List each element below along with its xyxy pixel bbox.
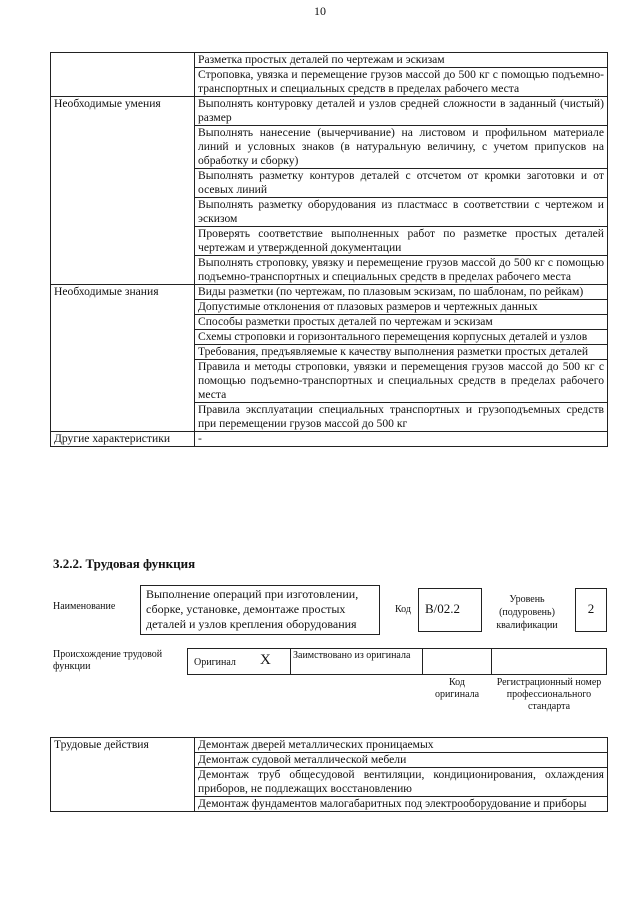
row-description: Выполнять строповку, увязку и перемещение грузов массой до 500 кг с помощью подъемно-транспортных и специальных средств в пределах рабочего места <box>195 256 608 285</box>
row-label <box>51 256 195 285</box>
borrowed-cell <box>290 649 423 674</box>
row-description: Разметка простых деталей по чертежам и эскизам <box>195 53 608 68</box>
table-row <box>51 300 608 315</box>
table-row <box>51 169 608 198</box>
row-label <box>51 330 195 345</box>
row-description: Выполнять нанесение (вычерчивание) на листовом и профильном материале линий и условных знаков (в натуральную величину, с учетом припусков на обработку и сборку) <box>195 126 608 169</box>
row-label <box>51 403 195 432</box>
table-row <box>51 432 608 447</box>
row-label <box>51 68 195 97</box>
action-item: Демонтаж труб общесудовой вентиляции, кондиционирования, охлаждения приборов, не подлежащих восстановлению <box>195 768 608 797</box>
function-code-box: В/02.2 <box>418 588 482 632</box>
code-original-caption: Код оригинала <box>434 677 480 700</box>
row-label <box>51 169 195 198</box>
row-description: Правила и методы строповки, увязки и перемещения грузов массой до 500 кг с помощью подъемно-транспортных и специальных средств в пределах рабочего места <box>195 360 608 403</box>
row-description: Выполнять разметку оборудования из пластмасс в соответствии с чертежом и эскизом <box>195 198 608 227</box>
function-name-box: Выполнение операций при изготовлении, сборке, установке, демонтаже простых деталей и узлов крепления оборудования <box>140 585 380 635</box>
action-item: Демонтаж дверей металлических проницаемых <box>195 738 608 753</box>
row-label: Необходимые знания <box>51 285 195 300</box>
row-description: Схемы строповки и горизонтального перемещения корпусных деталей и узлов <box>195 330 608 345</box>
row-label <box>51 126 195 169</box>
row-label: Другие характеристики <box>51 432 195 447</box>
row-label <box>51 53 195 68</box>
table-row <box>51 738 608 753</box>
level-label: Уровень (подуровень) квалификации <box>496 594 558 631</box>
action-item: Демонтаж фундаментов малогабаритных под электрооборудование и приборы <box>195 797 608 812</box>
row-label: Необходимые умения <box>51 97 195 126</box>
original-cell <box>188 649 291 674</box>
section-title: 3.2.2. Трудовая функция <box>53 556 196 571</box>
row-description: - <box>195 432 608 447</box>
table-row <box>51 126 608 169</box>
table-row <box>51 97 608 126</box>
requirements-table <box>50 52 608 447</box>
original-code-cell <box>422 649 492 674</box>
row-label <box>51 360 195 403</box>
table-row <box>51 285 608 300</box>
table-row <box>51 68 608 97</box>
table-row <box>51 227 608 256</box>
row-description: Способы разметки простых деталей по чертежам и эскизам <box>195 315 608 330</box>
actions-table <box>50 737 608 812</box>
actions-label: Трудовые действия <box>51 738 195 812</box>
row-description: Требования, предъявляемые к качеству выполнения разметки простых деталей <box>195 345 608 360</box>
page-number: 10 <box>314 4 326 18</box>
row-label <box>51 227 195 256</box>
table-row <box>51 315 608 330</box>
row-description: Строповка, увязка и перемещение грузов массой до 500 кг с помощью подъемно-транспортных и специальных средств в пределах рабочего места <box>195 68 608 97</box>
borrowed-label: Заимствовано из оригинала <box>293 650 411 661</box>
origin-grid <box>187 648 607 675</box>
table-row <box>51 256 608 285</box>
table-row <box>51 345 608 360</box>
level-box: 2 <box>575 588 607 632</box>
name-label: Наименование <box>53 601 116 612</box>
row-description: Правила эксплуатации специальных транспортных и грузоподъемных средств при перемещении грузов массой до 500 кг <box>195 403 608 432</box>
row-description: Допустимые отклонения от плазовых размеров и чертежных данных <box>195 300 608 315</box>
row-label <box>51 345 195 360</box>
reg-number-cell <box>491 649 606 674</box>
origin-label: Происхождение трудовой функции <box>53 649 163 672</box>
row-label <box>51 300 195 315</box>
table-row <box>51 198 608 227</box>
table-row <box>51 360 608 403</box>
original-mark: X <box>260 652 271 668</box>
row-description: Виды разметки (по чертежам, по плазовым эскизам, по шаблонам, по рейкам) <box>195 285 608 300</box>
row-description: Выполнять контуровку деталей и узлов средней сложности в заданный (чистый) размер <box>195 97 608 126</box>
action-item: Демонтаж судовой металлической мебели <box>195 753 608 768</box>
row-label <box>51 315 195 330</box>
row-description: Проверять соответствие выполненных работ по разметке простых деталей чертежам и утвержденной документации <box>195 227 608 256</box>
table-row <box>51 53 608 68</box>
original-label: Оригинал <box>194 657 236 668</box>
row-label <box>51 198 195 227</box>
reg-number-caption: Регистрационный номер профессионального стандарта <box>496 677 602 712</box>
code-label: Код <box>395 604 411 615</box>
table-row <box>51 330 608 345</box>
table-row <box>51 403 608 432</box>
row-description: Выполнять разметку контуров деталей с отсчетом от кромки заготовки и от осевых линий <box>195 169 608 198</box>
